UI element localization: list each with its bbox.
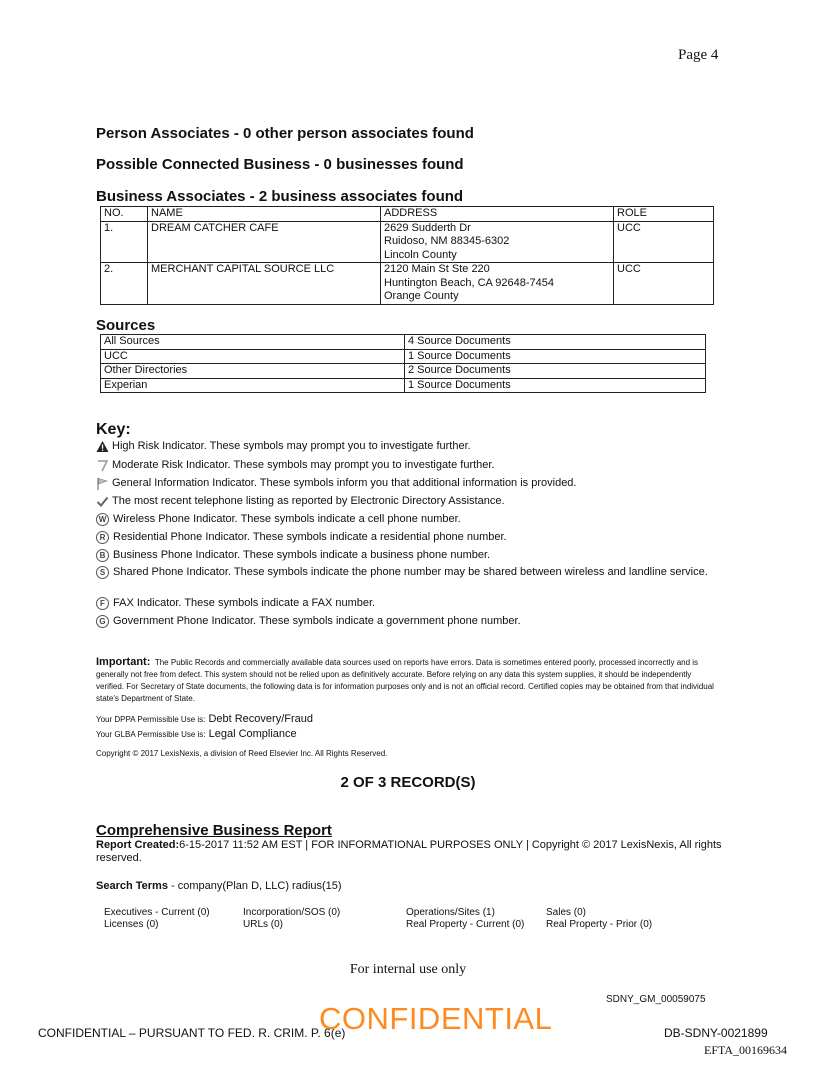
term-item: Sales (0) — [546, 907, 587, 918]
source-name: UCC — [101, 349, 405, 364]
key-item — [96, 615, 716, 628]
key-item — [96, 513, 716, 526]
key-item — [96, 495, 716, 508]
term-item: Executives - Current (0) — [104, 907, 210, 918]
dppa-value: Debt Recovery/Fraud — [208, 713, 313, 725]
col-header-role: ROLE — [614, 207, 714, 222]
page-number: Page 4 — [678, 47, 719, 63]
key-item-text: Shared Phone Indicator. These symbols indicate the phone number may be shared between wireless and landline service. — [113, 566, 708, 578]
key-item — [96, 531, 716, 544]
address-county: Lincoln County — [384, 248, 457, 261]
report-title: Comprehensive Business Report — [96, 822, 332, 839]
checkmark-icon — [96, 495, 109, 508]
key-item-text: Moderate Risk Indicator. These symbols may prompt you to investigate further. — [112, 459, 495, 471]
key-item-text: Residential Phone Indicator. These symbols indicate a residential phone number. — [113, 531, 507, 543]
terms-column — [104, 907, 210, 931]
col-header-name: NAME — [148, 207, 381, 222]
r-circle-icon: R — [96, 531, 109, 544]
key-heading: Key: — [96, 421, 131, 438]
terms-column — [546, 907, 652, 931]
associate-address — [381, 221, 614, 263]
source-name: Experian — [101, 378, 405, 393]
search-terms-text: - company(Plan D, LLC) radius(15) — [167, 880, 342, 892]
search-terms — [96, 880, 342, 892]
sources-table — [100, 334, 706, 393]
report-created-text: 6-15-2017 11:52 AM EST | FOR INFORMATIONAL PURPOSES ONLY | Copyright © 2017 LexisNexis, All rights reserved. — [96, 839, 722, 864]
term-item: Incorporation/SOS (0) — [243, 907, 341, 918]
moderate-risk-icon — [96, 459, 109, 472]
col-header-no: NO. — [101, 207, 148, 222]
key-item — [96, 440, 716, 453]
business-associates-heading: Business Associates - 2 business associates found — [96, 188, 464, 205]
key-item — [96, 566, 716, 579]
important-label: Important: — [96, 656, 151, 668]
internal-use-footer: For internal use only — [349, 962, 467, 977]
permissible-use — [96, 712, 313, 742]
dppa-line — [96, 712, 313, 727]
table-row — [101, 221, 714, 263]
table-row — [101, 263, 714, 305]
row-number: 2. — [101, 263, 148, 305]
associate-name: DREAM CATCHER CAFE — [148, 221, 381, 263]
address-county: Orange County — [384, 290, 459, 302]
important-text: The Public Records and commercially available data sources used on reports have errors. Data is sometimes entered poorly, processed incorrectly and is generally not free from defect. This system should not be relied upon as definitively accurate. Before relying on any data this system supplies, it should be independently verified. For Secretary of State documents, the following data is for information purposes only and is not an official record. Certified copies may be obtained from that individual state's Department of State. — [96, 658, 714, 703]
source-name: Other Directories — [101, 364, 405, 379]
col-header-address: ADDRESS — [381, 207, 614, 222]
b-circle-icon: B — [96, 549, 109, 562]
key-item-text: FAX Indicator. These symbols indicate a FAX number. — [113, 597, 376, 609]
associate-role: UCC — [614, 263, 714, 305]
copyright-notice: Copyright © 2017 LexisNexis, a division of Reed Elsevier Inc. All Rights Reserved. — [96, 749, 388, 758]
db-bates-number: DB-SDNY-0021899 — [664, 1026, 768, 1040]
search-terms-label: Search Terms — [96, 880, 168, 892]
term-item: Real Property - Current (0) — [406, 919, 525, 930]
table-row — [101, 335, 706, 350]
confidential-stamp: CONFIDENTIAL — [319, 1001, 553, 1036]
address-line: Ruidoso, NM 88345-6302 — [384, 235, 510, 247]
sources-heading: Sources — [96, 317, 156, 334]
key-item-text: Government Phone Indicator. These symbols indicate a government phone number. — [113, 615, 521, 627]
glba-line — [96, 727, 313, 742]
key-item-text: Business Phone Indicator. These symbols indicate a business phone number. — [113, 549, 491, 561]
address-line: 2629 Sudderth Dr — [384, 221, 471, 234]
source-count: 1 Source Documents — [405, 378, 706, 393]
key-item-text: General Information Indicator. These symbols inform you that additional information is provided. — [112, 477, 577, 489]
table-header-row — [101, 207, 714, 222]
table-row — [101, 378, 706, 393]
term-item: Operations/Sites (1) — [406, 907, 495, 918]
w-circle-icon: W — [96, 513, 109, 526]
term-item: Real Property - Prior (0) — [546, 919, 653, 930]
terms-column — [406, 907, 524, 931]
report-created-label: Report Created: — [96, 839, 180, 851]
terms-column — [243, 907, 340, 931]
source-count: 2 Source Documents — [405, 364, 706, 379]
important-notice — [96, 656, 716, 704]
associate-address — [381, 263, 614, 305]
key-item — [96, 459, 716, 472]
table-row — [101, 364, 706, 379]
key-item — [96, 597, 716, 610]
s-circle-icon: S — [96, 566, 109, 579]
address-line: 2120 Main St Ste 220 — [384, 263, 490, 275]
person-associates-heading: Person Associates - 0 other person associates found — [96, 125, 474, 142]
glba-label: Your GLBA Permissible Use is: — [96, 730, 206, 739]
confidential-notice: CONFIDENTIAL – PURSUANT TO FED. R. CRIM. P. 6(e) — [38, 1026, 346, 1040]
key-item — [96, 477, 716, 490]
term-item: URLs (0) — [243, 919, 284, 930]
associate-name: MERCHANT CAPITAL SOURCE LLC — [148, 263, 381, 305]
associate-role: UCC — [614, 221, 714, 263]
source-count: 4 Source Documents — [405, 335, 706, 350]
key-item-text: Wireless Phone Indicator. These symbols indicate a cell phone number. — [113, 513, 461, 525]
flag-icon — [96, 477, 109, 490]
report-created — [96, 839, 722, 865]
business-associates-table — [100, 206, 714, 305]
record-count: 2 OF 3 RECORD(S) — [340, 774, 476, 791]
dppa-label: Your DPPA Permissible Use is: — [96, 715, 206, 724]
connected-business-heading: Possible Connected Business - 0 businesses found — [96, 156, 464, 173]
term-item: Licenses (0) — [104, 919, 159, 930]
key-item — [96, 549, 716, 562]
g-circle-icon: G — [96, 615, 109, 628]
key-item-text: The most recent telephone listing as reported by Electronic Directory Assistance. — [112, 495, 505, 507]
sdny-bates-number: SDNY_GM_00059075 — [606, 994, 706, 1005]
source-name: All Sources — [101, 335, 405, 350]
source-count: 1 Source Documents — [405, 349, 706, 364]
row-number: 1. — [101, 221, 148, 263]
table-row — [101, 349, 706, 364]
key-item-text: High Risk Indicator. These symbols may prompt you to investigate further. — [112, 440, 471, 452]
glba-value: Legal Compliance — [208, 728, 297, 740]
warning-triangle-icon — [96, 440, 109, 453]
efta-bates-number: EFTA_00169634 — [704, 1043, 788, 1057]
address-line: Huntington Beach, CA 92648-7454 — [384, 276, 555, 289]
f-circle-icon: F — [96, 597, 109, 610]
